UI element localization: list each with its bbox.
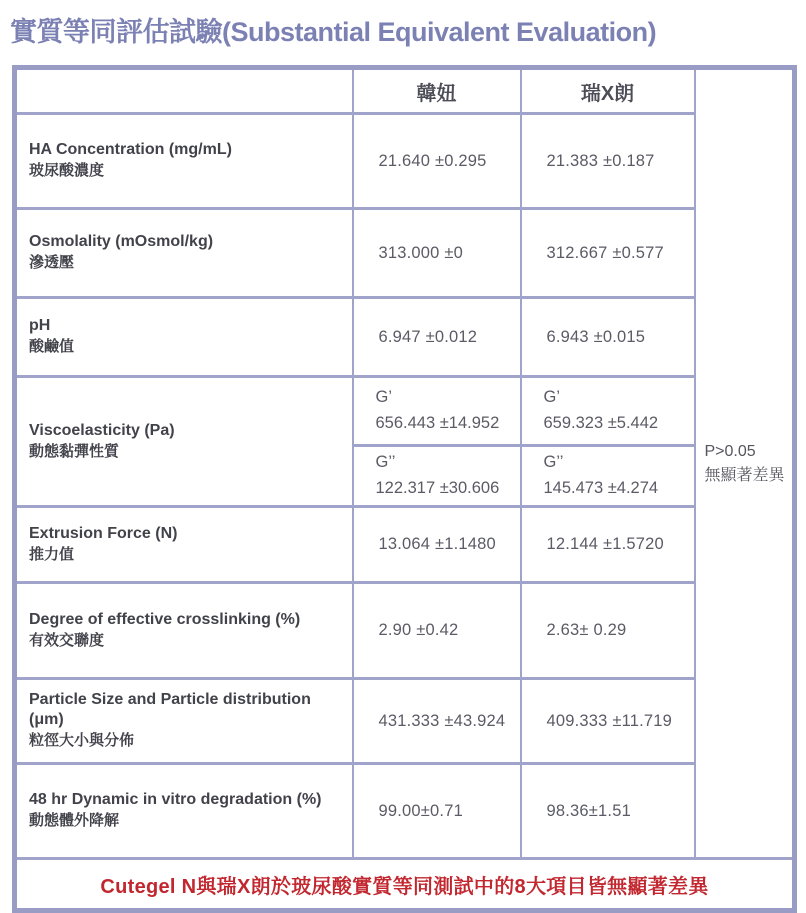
value-ph-brand1: 6.947 ±0.012 (353, 298, 521, 377)
p-value: P>0.05 (704, 442, 756, 460)
table-row-particle (15, 679, 795, 764)
row-label-viscoelasticity-zh: 動態黏彈性質 (29, 442, 120, 460)
row-label-ha-zh: 玻尿酸濃度 (29, 162, 105, 180)
gdouble-label: G’’ (375, 453, 396, 472)
row-label-particle (15, 679, 353, 764)
table-row-ph (15, 298, 795, 377)
value-ha-brand2: 21.383 ±0.187 (521, 114, 695, 209)
gdouble-value-brand1: 122.317 ±30.606 (375, 479, 500, 497)
row-label-ph-en: pH (29, 317, 51, 335)
row-label-ha (15, 114, 353, 209)
column-header-brand1: 韓妞 (353, 68, 521, 114)
row-label-crosslinking-zh: 有效交聯度 (29, 631, 105, 649)
row-label-extrusion-en: Extrusion Force (N) (29, 524, 178, 542)
row-label-degradation-zh: 動態體外降解 (29, 812, 120, 830)
row-label-ha-en: HA Concentration (mg/mL) (29, 141, 232, 159)
value-degradation-brand2: 98.36±1.51 (521, 764, 695, 859)
footer-row (15, 859, 795, 911)
value-particle-brand2: 409.333 ±11.719 (521, 679, 695, 764)
value-extrusion-brand1: 13.064 ±1.1480 (353, 507, 521, 583)
row-label-extrusion-zh: 推力值 (29, 545, 75, 563)
gprime-label-2: G’ (543, 388, 560, 407)
p-value-cell (695, 68, 795, 859)
row-label-osmolality (15, 209, 353, 298)
gdouble-label-2: G’’ (543, 453, 564, 472)
value-ph-brand2: 6.943 ±0.015 (521, 298, 695, 377)
gdouble-value-brand2: 145.473 ±4.274 (543, 479, 659, 497)
table-row-degradation (15, 764, 795, 859)
row-label-crosslinking-en: Degree of effective crosslinking (%) (29, 610, 301, 628)
column-header-brand2: 瑞X朗 (521, 68, 695, 114)
table-row-extrusion (15, 507, 795, 583)
footer-note: Cutegel N與瑞X朗於玻尿酸實質等同測試中的8大項目皆無顯著差異 (15, 859, 795, 911)
value-crosslinking-brand2: 2.63± 0.29 (521, 583, 695, 679)
value-gdouble-brand2 (521, 446, 695, 507)
row-label-particle-en: Particle Size and Particle distribution (μm) (29, 691, 311, 729)
row-label-particle-zh: 粒徑大小與分佈 (29, 732, 135, 750)
row-label-viscoelasticity-en: Viscoelasticity (Pa) (29, 421, 175, 439)
gprime-value-brand2: 659.323 ±5.442 (543, 414, 659, 432)
row-label-viscoelasticity (15, 377, 353, 507)
value-extrusion-brand2: 12.144 ±1.5720 (521, 507, 695, 583)
table-row-viscoelasticity-gprime (15, 377, 795, 446)
gprime-label: G’ (375, 388, 392, 407)
row-label-osmolality-zh: 滲透壓 (29, 254, 75, 272)
row-label-ph (15, 298, 353, 377)
value-gprime-brand2 (521, 377, 695, 446)
value-degradation-brand1: 99.00±0.71 (353, 764, 521, 859)
row-label-extrusion (15, 507, 353, 583)
row-label-degradation (15, 764, 353, 859)
gprime-value-brand1: 656.443 ±14.952 (375, 414, 500, 432)
table-row-osmolality (15, 209, 795, 298)
header-row (15, 68, 795, 114)
value-ha-brand1: 21.640 ±0.295 (353, 114, 521, 209)
page-title: 實質等同評估試驗(Substantial Equivalent Evaluation) (10, 17, 657, 47)
value-crosslinking-brand1: 2.90 ±0.42 (353, 583, 521, 679)
table-row-crosslinking (15, 583, 795, 679)
value-gprime-brand1 (353, 377, 521, 446)
value-osmolality-brand2: 312.667 ±0.577 (521, 209, 695, 298)
row-label-degradation-en: 48 hr Dynamic in vitro degradation (%) (29, 791, 322, 809)
header-empty-cell (15, 68, 353, 114)
value-particle-brand1: 431.333 ±43.924 (353, 679, 521, 764)
p-note: 無顯著差異 (704, 466, 785, 484)
value-gdouble-brand1 (353, 446, 521, 507)
comparison-table (12, 65, 797, 913)
row-label-crosslinking (15, 583, 353, 679)
table-row-ha (15, 114, 795, 209)
row-label-ph-zh: 酸鹼值 (29, 338, 75, 356)
row-label-osmolality-en: Osmolality (mOsmol/kg) (29, 233, 214, 251)
value-osmolality-brand1: 313.000 ±0 (353, 209, 521, 298)
